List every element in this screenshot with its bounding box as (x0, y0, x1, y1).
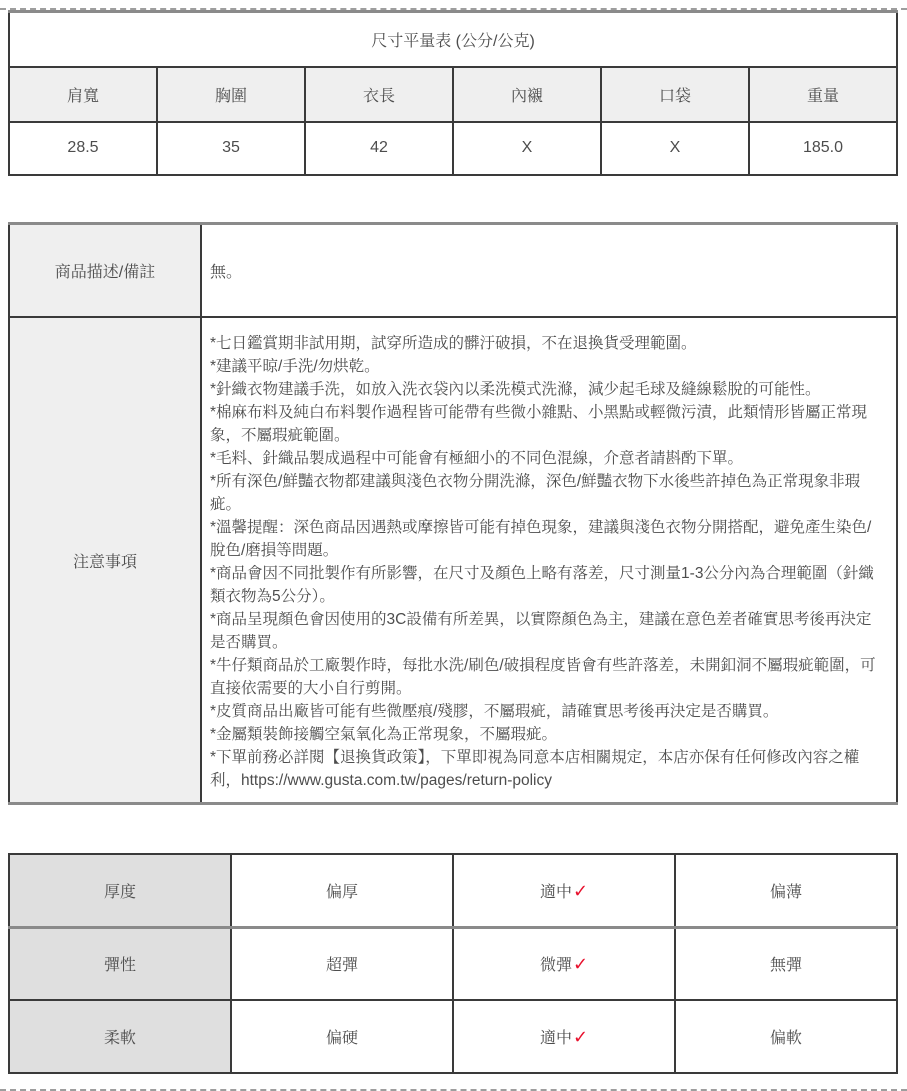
red-checkmark-icon: ✓ (572, 954, 589, 975)
notice-item: *商品會因不同批製作有所影響，在尺寸及顏色上略有落差，尺寸測量1-3公分內為合理範圍（針織類衣物為5公分）。 (210, 565, 874, 605)
size-table-title-row (9, 12, 897, 67)
attribute-table (8, 853, 898, 1074)
thickness-label: 厚度 (9, 854, 231, 927)
notice-item: *棉麻布料及純白布料製作過程皆可能帶有些微小雜點、小黑點或輕微污漬，此類情形皆屬正常現象，不屬瑕疵範圍。 (210, 404, 868, 444)
softness-option-soft: 偏軟 (675, 1000, 897, 1073)
description-content: 無。 (201, 223, 897, 317)
size-table-value-row (9, 122, 897, 175)
notice-item: *皮質商品出廠皆可能有些微壓痕/殘膠，不屬瑕疵，請確實思考後再決定是否購買。 (210, 703, 779, 720)
red-checkmark-icon: ✓ (572, 1027, 589, 1047)
thickness-option-medium-selected (453, 854, 675, 927)
size-val-chest: 35 (157, 122, 305, 175)
elasticity-label: 彈性 (9, 927, 231, 1000)
notice-item: *牛仔類商品於工廠製作時，每批水洗/刷色/破損程度皆會有些許落差，未開釦洞不屬瑕疵範圍，可直接依需要的大小自行剪開。 (210, 657, 876, 697)
size-col-pocket: 口袋 (601, 67, 749, 122)
size-table-header-row (9, 67, 897, 122)
notice-item: *針織衣物建議手洗，如放入洗衣袋內以柔洗模式洗滌，減少起毛球及縫線鬆脫的可能性。 (210, 381, 821, 398)
notice-item: *建議平晾/手洗/勿烘乾。 (210, 358, 380, 375)
red-checkmark-icon: ✓ (572, 880, 589, 901)
product-spec-page (0, 8, 907, 1091)
notice-item: *所有深色/鮮豔衣物都建議與淺色衣物分開洗滌，深色/鮮豔衣物下水後些許掉色為正常現象非瑕疵。 (210, 473, 861, 513)
info-table (8, 222, 898, 806)
description-row (9, 223, 897, 317)
thickness-row (9, 854, 897, 927)
size-val-shoulder-width: 28.5 (9, 122, 157, 175)
description-label: 商品描述/備註 (9, 223, 201, 317)
thickness-option-thick: 偏厚 (231, 854, 453, 927)
size-val-length: 42 (305, 122, 453, 175)
notice-content (201, 317, 897, 804)
size-measurement-table (8, 10, 898, 176)
thickness-option-thin: 偏薄 (675, 854, 897, 927)
elasticity-row (9, 927, 897, 1000)
notice-row (9, 317, 897, 804)
softness-option-medium-selected (453, 1000, 675, 1073)
softness-label: 柔軟 (9, 1000, 231, 1073)
notice-item: *商品呈現顏色會因使用的3C設備有所差異，以實際顏色為主，建議在意色差者確實思考後再決定是否購買。 (210, 611, 872, 651)
notice-item-return-policy: *下單前務必詳閱【退換貨政策】，下單即視為同意本店相關規定，本店亦保有任何修改內容之權利，https://www.gusta.com.tw/pages/return-policy (210, 749, 860, 789)
size-col-length: 衣長 (305, 67, 453, 122)
elasticity-option-slight-selected (453, 927, 675, 1000)
option-text: 微彈 (539, 957, 572, 975)
elasticity-option-high: 超彈 (231, 927, 453, 1000)
size-col-weight: 重量 (749, 67, 897, 122)
size-val-pocket: X (601, 122, 749, 175)
notice-item: *七日鑑賞期非試用期，試穿所造成的髒汙破損，不在退換貨受理範圍。 (210, 335, 697, 352)
softness-row (9, 1000, 897, 1073)
size-val-lining: X (453, 122, 601, 175)
elasticity-option-none: 無彈 (675, 927, 897, 1000)
size-col-lining: 內襯 (453, 67, 601, 122)
softness-option-hard: 偏硬 (231, 1000, 453, 1073)
option-text: 適中 (539, 883, 572, 901)
size-col-shoulder-width: 肩寬 (9, 67, 157, 122)
notice-item: *毛料、針織品製成過程中可能會有極細小的不同色混線，介意者請斟酌下單。 (210, 450, 744, 467)
notice-label: 注意事項 (9, 317, 201, 804)
option-text: 適中 (539, 1030, 572, 1047)
size-val-weight: 185.0 (749, 122, 897, 175)
notice-item: *溫馨提醒：深色商品因遇熱或摩擦皆可能有掉色現象，建議與淺色衣物分開搭配，避免產生染色/脫色/磨損等問題。 (210, 519, 872, 559)
size-table-title: 尺寸平量表 (公分/公克) (9, 12, 897, 67)
notice-item: *金屬類裝飾接觸空氣氧化為正常現象，不屬瑕疵。 (210, 726, 558, 743)
size-col-chest: 胸圍 (157, 67, 305, 122)
